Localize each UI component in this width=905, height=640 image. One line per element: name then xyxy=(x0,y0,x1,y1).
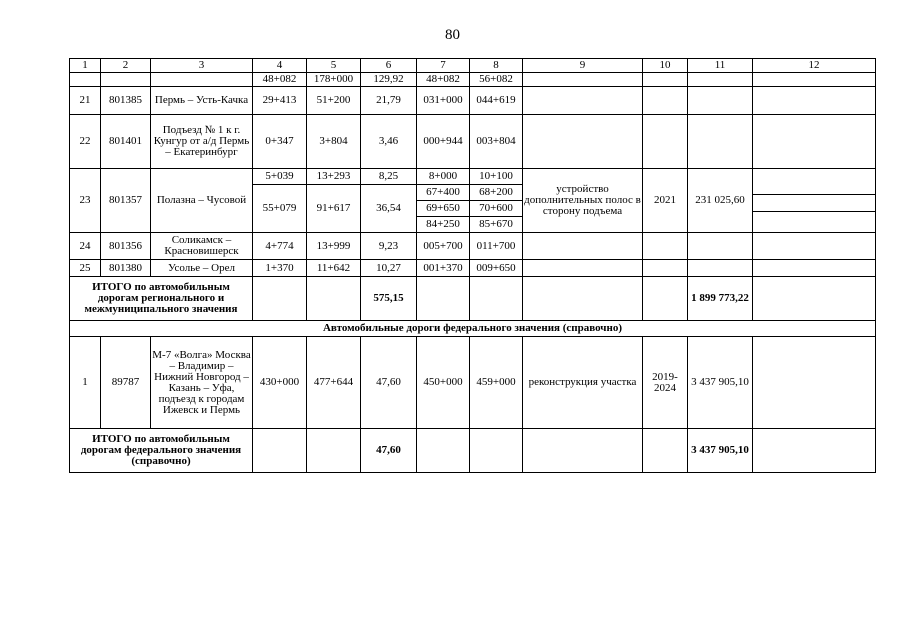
cell: 8,25 xyxy=(361,169,417,185)
header-cell: 5 xyxy=(307,59,361,73)
road-name: Усолье – Орел xyxy=(151,260,253,277)
cell: 22 xyxy=(70,115,101,169)
cell: 801380 xyxy=(101,260,151,277)
section-heading: Автомобильные дороги федерального значения (справочно) xyxy=(70,321,876,337)
work-type: устройство дополнительных полос в сторону подъема xyxy=(523,169,643,233)
page-number: 80 xyxy=(445,27,460,43)
total-row-regional xyxy=(70,277,876,321)
cell: 10+100 xyxy=(470,169,523,185)
cell: 001+370 xyxy=(417,260,470,277)
cell: 25 xyxy=(70,260,101,277)
table-row xyxy=(70,87,876,115)
cell: 5+039 xyxy=(253,169,307,185)
cell: 56+082 xyxy=(470,73,523,87)
cell: 031+000 xyxy=(417,87,470,115)
cell: 005+700 xyxy=(417,233,470,260)
total-cost: 3 437 905,10 xyxy=(688,429,753,473)
cell: 70+600 xyxy=(470,201,523,217)
total-label: ИТОГО по автомобильным дорогам регионального и межмуниципального значения xyxy=(70,277,253,321)
table-row xyxy=(70,233,876,260)
cell: 009+650 xyxy=(470,260,523,277)
cell: 801357 xyxy=(101,169,151,233)
header-cell: 8 xyxy=(470,59,523,73)
header-cell: 9 xyxy=(523,59,643,73)
cell: 3+804 xyxy=(307,115,361,169)
cell: 044+619 xyxy=(470,87,523,115)
total-row-federal xyxy=(70,429,876,473)
cell: 011+700 xyxy=(470,233,523,260)
cell: 801356 xyxy=(101,233,151,260)
cell: 450+000 xyxy=(417,337,470,429)
cell: 801401 xyxy=(101,115,151,169)
cell: 13+293 xyxy=(307,169,361,185)
cell: 2021 xyxy=(643,169,688,233)
cell: 21,79 xyxy=(361,87,417,115)
cell: 55+079 xyxy=(253,185,307,233)
cell: 23 xyxy=(70,169,101,233)
cell: 69+650 xyxy=(417,201,470,217)
roads-table xyxy=(69,58,876,473)
cell: 84+250 xyxy=(417,217,470,233)
cell: 459+000 xyxy=(470,337,523,429)
table-row xyxy=(70,115,876,169)
header-cell: 11 xyxy=(688,59,753,73)
header-cell: 10 xyxy=(643,59,688,73)
cell: 8+000 xyxy=(417,169,470,185)
cell: 430+000 xyxy=(253,337,307,429)
cell: 000+944 xyxy=(417,115,470,169)
road-name: М-7 «Волга» Москва – Владимир – Нижний Новгород – Казань – Уфа, подъезд к городам Ижевск и Пермь xyxy=(151,337,253,429)
cell: 21 xyxy=(70,87,101,115)
section-heading-row xyxy=(70,321,876,337)
total-length: 47,60 xyxy=(361,429,417,473)
cost-cell: 3 437 905,10 xyxy=(688,337,753,429)
cell: 477+644 xyxy=(307,337,361,429)
cell: 003+804 xyxy=(470,115,523,169)
table-header-row xyxy=(70,59,876,73)
cell: 48+082 xyxy=(253,73,307,87)
cell: 48+082 xyxy=(417,73,470,87)
table-row xyxy=(70,73,876,87)
cell: 3,46 xyxy=(361,115,417,169)
header-cell: 3 xyxy=(151,59,253,73)
cell: 11+642 xyxy=(307,260,361,277)
table-row xyxy=(70,260,876,277)
header-cell: 2 xyxy=(101,59,151,73)
cell: 29+413 xyxy=(253,87,307,115)
cell: 91+617 xyxy=(307,185,361,233)
table-row xyxy=(70,169,876,185)
cell: 85+670 xyxy=(470,217,523,233)
road-name: Соликамск – Красновишерск xyxy=(151,233,253,260)
road-name: Пермь – Усть-Качка xyxy=(151,87,253,115)
cell: 1 xyxy=(70,337,101,429)
road-name: Полазна – Чусовой xyxy=(151,169,253,233)
total-cost: 1 899 773,22 xyxy=(688,277,753,321)
cell: 68+200 xyxy=(470,185,523,201)
cell: 51+200 xyxy=(307,87,361,115)
header-cell: 12 xyxy=(753,59,876,73)
header-cell: 6 xyxy=(361,59,417,73)
cell: 4+774 xyxy=(253,233,307,260)
cell: 1+370 xyxy=(253,260,307,277)
total-length: 575,15 xyxy=(361,277,417,321)
header-cell: 4 xyxy=(253,59,307,73)
cell: 36,54 xyxy=(361,185,417,233)
road-name: Подъезд № 1 к г. Кунгур от а/д Пермь – Екатеринбург xyxy=(151,115,253,169)
cell: 801385 xyxy=(101,87,151,115)
cell: 9,23 xyxy=(361,233,417,260)
work-type: реконструкция участка xyxy=(523,337,643,429)
cell: 13+999 xyxy=(307,233,361,260)
header-cell: 7 xyxy=(417,59,470,73)
table-row xyxy=(70,337,876,429)
header-cell: 1 xyxy=(70,59,101,73)
cell: 67+400 xyxy=(417,185,470,201)
cell: 178+000 xyxy=(307,73,361,87)
cell: 0+347 xyxy=(253,115,307,169)
total-label: ИТОГО по автомобильным дорогам федерального значения (справочно) xyxy=(70,429,253,473)
cell: 10,27 xyxy=(361,260,417,277)
cost-cell: 231 025,60 xyxy=(688,169,753,233)
cell: 47,60 xyxy=(361,337,417,429)
cell: 89787 xyxy=(101,337,151,429)
cell: 24 xyxy=(70,233,101,260)
cell: 129,92 xyxy=(361,73,417,87)
cell: 2019-2024 xyxy=(643,337,688,429)
